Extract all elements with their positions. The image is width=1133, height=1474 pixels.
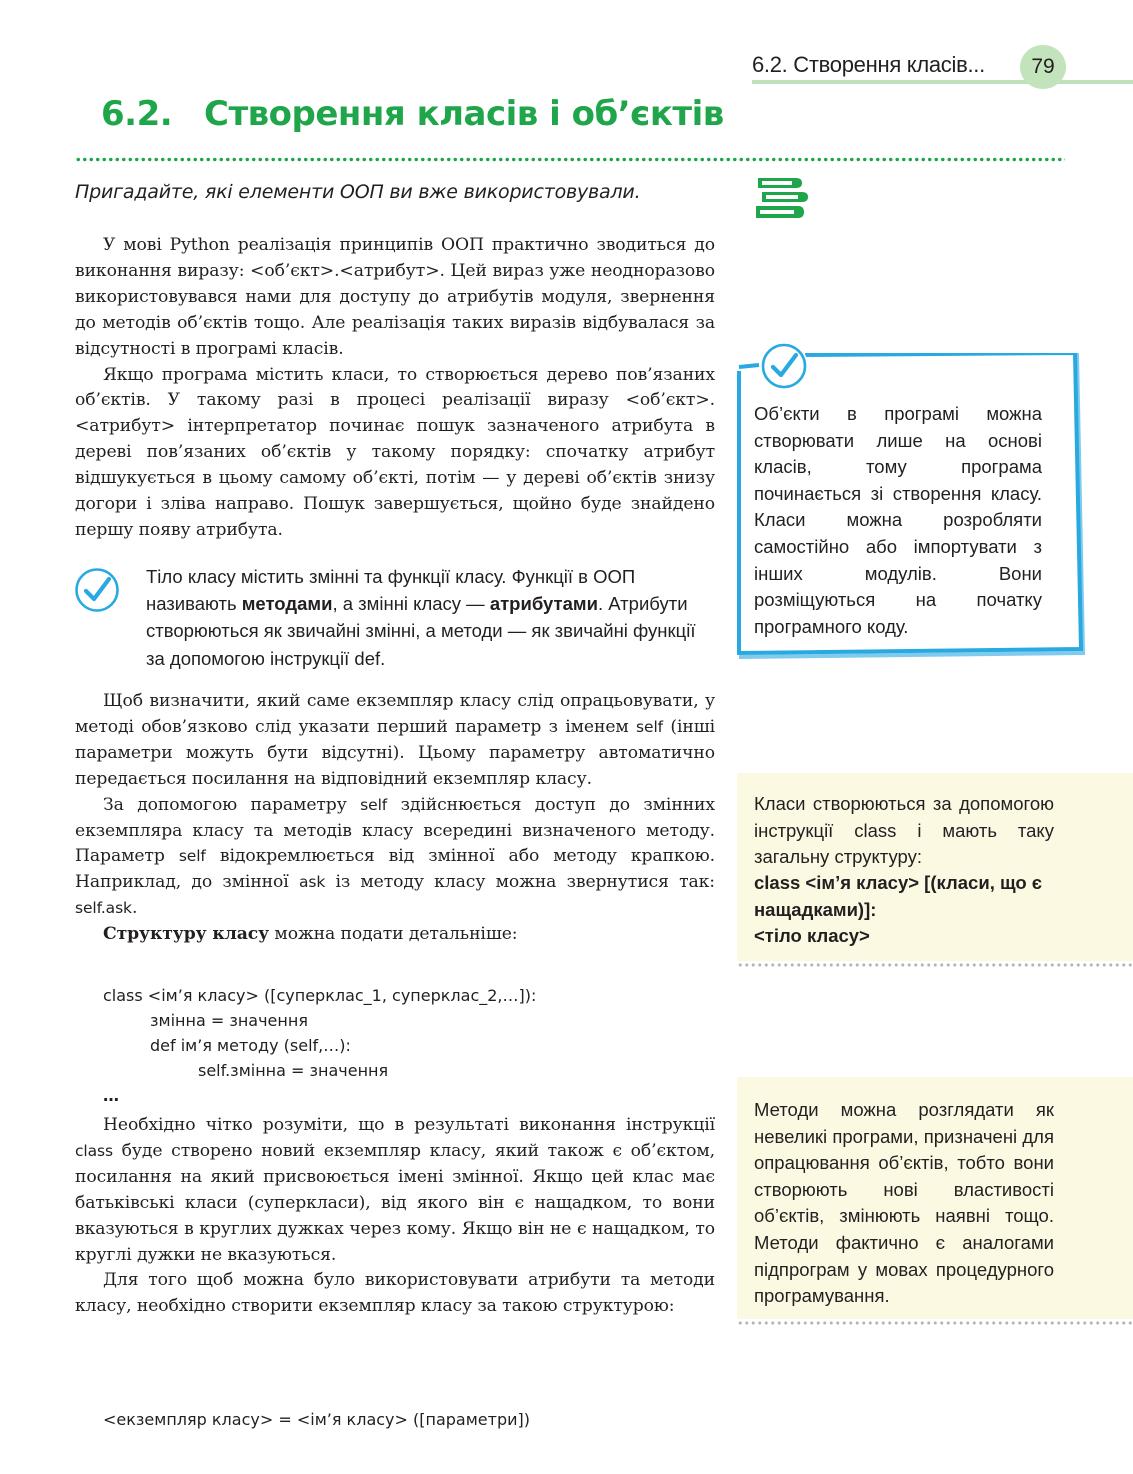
code-line: self.змінна = значення bbox=[198, 1061, 389, 1080]
paragraph: За допомогою параметру self здійснюється доступ до змінних екземпляра класу та методів класу всередині визначеного методу. Параметр self відокремлюється від змінної або методу крапкою. Наприклад, до змінної ask із методу класу можна звернутися так: self.ask. bbox=[75, 794, 715, 919]
header-rule bbox=[752, 80, 1133, 84]
class-syntax: class <ім’я класу> [(класи, що є нащадками)]: bbox=[754, 872, 1042, 920]
books-icon bbox=[752, 170, 812, 230]
yellow-box-divider bbox=[737, 963, 1133, 967]
code-line: змінна = значення bbox=[150, 1011, 308, 1030]
note-text-part: Тіло класу містить змінні та функції класу. Функції в ООП називають bbox=[146, 566, 636, 615]
term-methods: методами bbox=[241, 593, 333, 615]
code-ellipsis: … bbox=[103, 1086, 119, 1105]
class-body-syntax: <тіло класу> bbox=[754, 925, 870, 946]
body-block-3 bbox=[75, 1113, 715, 1320]
checkmark-icon bbox=[74, 567, 120, 613]
code-line: class <ім’я класу> ([суперклас_1, суперклас_2,…]): bbox=[103, 986, 537, 1005]
yellow-box-divider bbox=[737, 1321, 1133, 1325]
note-text bbox=[146, 563, 706, 672]
paragraph: Структуру класу можна подати детальніше: bbox=[103, 924, 518, 945]
recall-prompt: Пригадайте, які елементи ООП ви вже використовували. bbox=[75, 181, 641, 203]
note-text-part: , а змінні класу — bbox=[332, 593, 490, 615]
checkmark-icon bbox=[760, 342, 808, 390]
paragraph: У мові Python реалізація принципів ООП практично зводиться до виконання виразу: <об’єкт>.<атрибут>. Цей вираз уже неодноразово використовувався нами для доступу до атрибутів модуля, звернення до методів об’єктів тощо. Але реалізація таких виразів відбувалася за відсутності в програмі класів. bbox=[75, 235, 715, 359]
yellow-note-text: Класи створюються за допомогою інструкції class і мають таку загальну структуру: bbox=[754, 793, 1054, 868]
paragraph: Якщо програма містить класи, то створюється дерево пов’язаних об’єктів. У такому разі в процесі реалізації виразу <об’єкт>.<атрибут> інтерпретатор починає пошук зазначеного атрибута в дереві пов’язаних об’єктів у такому порядку: спочатку атрибут відшукується в цьому самому об’єкті, потім — у дереві об’єктів знизу догори і зліва направо. Пошук завершується, щойно буде знайдено першу появу атрибута. bbox=[75, 364, 715, 540]
section-title bbox=[101, 94, 724, 134]
body-block-2 bbox=[75, 689, 715, 948]
instance-syntax: <екземпляр класу> = <ім’я класу> ([параметри]) bbox=[103, 1410, 530, 1429]
yellow-note-text: Методи можна розглядати як невеликі програми, призначені для опрацювання об’єктів, тобто вони створюють нові властивості об’єктів, змінюють наявні тощо. Методи фактично є аналогами підпрограм у мовах процедурного програмування. bbox=[754, 1099, 1054, 1307]
page-number: 79 bbox=[1020, 45, 1066, 89]
title-divider bbox=[75, 157, 1065, 162]
section-number: 6.2. bbox=[101, 94, 173, 134]
note-text-part: . Атрибути створюються як звичайні змінні, а методи — як звичайні функції за допомогою інструкції def. bbox=[146, 593, 696, 669]
paragraph: Щоб визначити, який саме екземпляр класу слід опрацьовувати, у методі обов’язково слід указати перший параметр з іменем self (інші параметри можуть бути відсутні). Цьому параметру автоматично передається посилання на відповідний екземпляр класу. bbox=[75, 691, 716, 789]
body-block-1 bbox=[75, 233, 715, 544]
code-line: def ім’я методу (self,…): bbox=[150, 1036, 351, 1055]
blue-note-text: Об’єкти в програмі можна створювати лише на основі класів, тому програма починається зі створення класу. Класи можна розробляти самостійно або імпортувати з інших модулів. Вони розміщуються на початку програмного коду. bbox=[754, 403, 1042, 637]
running-head: 6.2. Створення класів... bbox=[752, 52, 985, 77]
term-attributes: атрибутами bbox=[489, 593, 598, 615]
paragraph: Необхідно чітко розуміти, що в результаті виконання інструкції class буде створено новий екземпляр класу, який також є об’єктом, посилання на який присвоюється імені змінної. Якщо цей клас має батьківські класи (суперкласи), від якого він є нащадком, то вони вказуються в круглих дужках через кому. Якщо він не є нащадком, то круглі дужки не вказуються. bbox=[75, 1115, 715, 1265]
section-title-text: Створення класів і об’єктів bbox=[204, 94, 724, 134]
paragraph: Для того щоб можна було використовувати атрибути та методи класу, необхідно створити екземпляр класу за такою структурою: bbox=[75, 1270, 715, 1317]
